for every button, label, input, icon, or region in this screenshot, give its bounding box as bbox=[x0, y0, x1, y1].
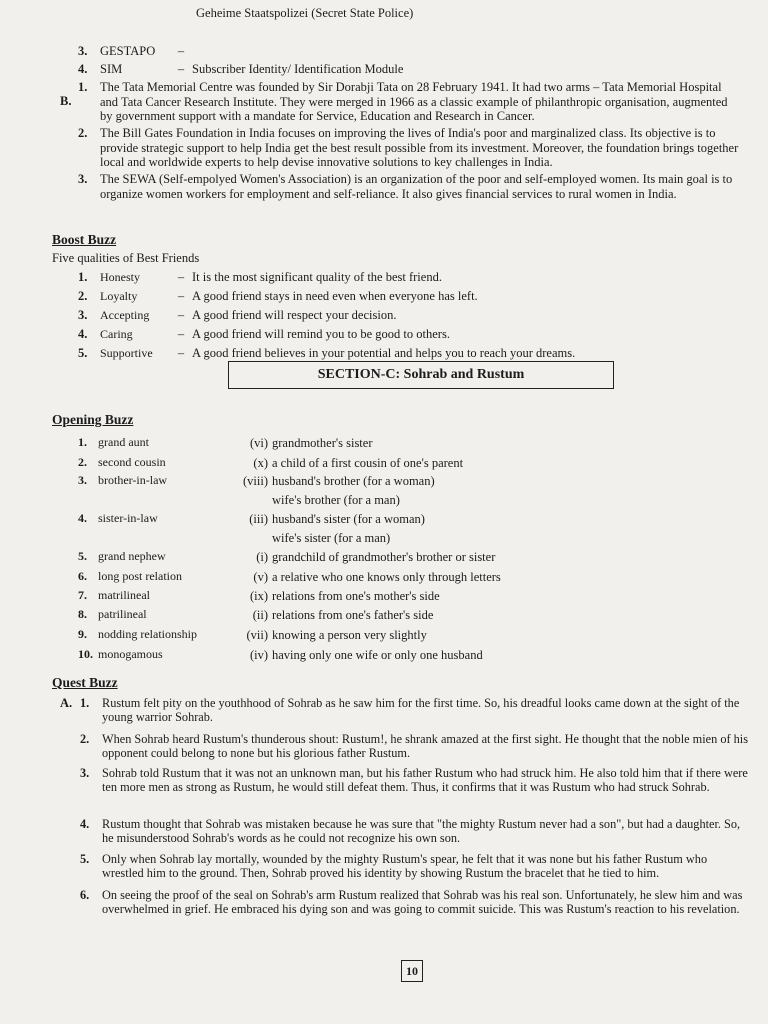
answer-text: On seeing the proof of the seal on Sohrab's arm Rustum realized that Sohrab was his real son. Unfortunately, he slew him and was overwhelmed in grief. He embraced his dying son and was going to commit suicide. This was Rustum's reaction to his revelation. bbox=[102, 888, 743, 916]
quality-row bbox=[78, 289, 478, 304]
item-num: 2. bbox=[78, 126, 88, 140]
section-b-item bbox=[78, 172, 742, 201]
definition-cell bbox=[238, 646, 483, 665]
definition-cell bbox=[238, 454, 463, 473]
definition-line bbox=[238, 568, 501, 587]
abbr-num: 4. bbox=[78, 62, 88, 76]
quest-buzz-label: A. bbox=[60, 696, 73, 710]
section-b-label: B. bbox=[60, 94, 72, 108]
definition-cell bbox=[238, 434, 373, 453]
definition-cell bbox=[238, 626, 427, 645]
quality-name: Accepting bbox=[100, 308, 150, 322]
definition-line bbox=[238, 454, 463, 473]
answer-num: 6. bbox=[80, 888, 90, 902]
quality-desc: A good friend stays in need even when everyone has left. bbox=[192, 289, 478, 303]
definition-text: having only one wife or only one husband bbox=[272, 648, 483, 662]
item-text: The Bill Gates Foundation in India focuses on improving the lives of India's poor and marginalized class. Its objective is to provide strategic support to help India get the best result possible from its investment. Moreover, the foundation brings together local and worldwide experts to help devise innovative solutions to key challenges in India. bbox=[100, 126, 739, 169]
definition-cell bbox=[238, 606, 433, 625]
quality-num: 2. bbox=[78, 289, 88, 303]
term-text: brother-in-law bbox=[98, 473, 168, 487]
boost-buzz-heading: Boost Buzz bbox=[52, 232, 117, 247]
section-b-item bbox=[78, 126, 742, 170]
term-num: 9. bbox=[78, 627, 87, 641]
quality-dash: – bbox=[177, 346, 185, 360]
quality-row bbox=[78, 327, 450, 342]
answer-text: Sohrab told Rustum that it was not an unknown man, but his father Rustum who had struck him. He also told him that if there were ten more men as strong as Rustum, he would still defeat them. Thus, it confirms that it was Rustum who had struck Sohrab. bbox=[102, 766, 748, 794]
definition-cell bbox=[238, 548, 495, 567]
definition-line bbox=[238, 548, 495, 567]
answer-item bbox=[80, 852, 748, 880]
abbr-dash: – bbox=[177, 62, 185, 76]
quality-num: 5. bbox=[78, 346, 88, 360]
quality-row bbox=[78, 270, 442, 285]
term-text: monogamous bbox=[98, 647, 163, 661]
abbr-sim bbox=[78, 62, 403, 77]
term-cell bbox=[78, 435, 149, 450]
item-text: The Tata Memorial Centre was founded by Sir Dorabji Tata on 28 February 1941. It had two arms – Tata Memorial Hospital and Tata Cancer Research Institute. They were merged in 1966 as a classic example of philanthropic organisation, augmented by government support with a mandate for Service, Education and Research in Cancer. bbox=[100, 80, 728, 123]
quality-desc: A good friend believes in your potential and helps you to reach your dreams. bbox=[192, 346, 576, 360]
definition-text: a relative who one knows only through letters bbox=[272, 570, 501, 584]
abbr-meaning: Subscriber Identity/ Identification Module bbox=[192, 62, 404, 76]
definition-text: husband's brother (for a woman) bbox=[272, 474, 435, 488]
quality-name: Loyalty bbox=[100, 289, 138, 303]
term-cell bbox=[78, 588, 150, 603]
definition-code: (ix) bbox=[249, 589, 268, 603]
definition-text: relations from one's father's side bbox=[272, 608, 434, 622]
quality-desc: A good friend will respect your decision. bbox=[192, 308, 397, 322]
answer-item bbox=[80, 732, 748, 760]
term-cell bbox=[78, 511, 158, 526]
definition-line bbox=[238, 434, 373, 453]
term-cell bbox=[78, 455, 166, 470]
definition-text: relations from one's mother's side bbox=[272, 589, 440, 603]
quality-desc: It is the most significant quality of the best friend. bbox=[192, 270, 442, 284]
term-cell bbox=[78, 549, 166, 564]
answer-text: Rustum thought that Sohrab was mistaken because he was sure that "the mighty Rustum never had a son", but had a daughter. So, he misunderstood Sohrab's words as he could not recognize his own son. bbox=[102, 817, 741, 845]
definition-code: (vi) bbox=[249, 436, 268, 450]
definition-text: husband's sister (for a woman) bbox=[272, 512, 425, 526]
term-text: long post relation bbox=[98, 569, 182, 583]
answer-num: 1. bbox=[80, 696, 90, 710]
abbr-term: GESTAPO bbox=[100, 44, 156, 58]
definition-code: (vii) bbox=[246, 628, 268, 642]
answer-text: When Sohrab heard Rustum's thunderous shout: Rustum!, he shrank amazed at the first sight. He thought that the noble mien of his opponent could belong to none but his glorious father Rustum. bbox=[102, 732, 748, 760]
answer-num: 2. bbox=[80, 732, 90, 746]
term-cell bbox=[78, 647, 163, 662]
term-num: 3. bbox=[78, 473, 87, 487]
term-text: grand nephew bbox=[98, 549, 166, 563]
quality-row bbox=[78, 308, 396, 323]
definition-line bbox=[238, 529, 425, 548]
term-text: grand aunt bbox=[98, 435, 149, 449]
quality-dash: – bbox=[177, 327, 185, 341]
term-num: 4. bbox=[78, 511, 87, 525]
answer-num: 3. bbox=[80, 766, 90, 780]
term-cell bbox=[78, 473, 167, 488]
definition-cell bbox=[238, 472, 435, 510]
definition-line bbox=[238, 472, 435, 491]
definition-code: (x) bbox=[253, 456, 268, 470]
quality-name: Honesty bbox=[100, 270, 140, 284]
quality-row bbox=[78, 346, 575, 361]
term-cell bbox=[78, 607, 147, 622]
definition-text: grandchild of grandmother's brother or sister bbox=[272, 550, 496, 564]
gestapo-meaning bbox=[196, 6, 413, 21]
page-number: 10 bbox=[401, 960, 423, 982]
term-num: 1. bbox=[78, 435, 87, 449]
quest-buzz-heading: Quest Buzz bbox=[52, 675, 118, 690]
term-text: matrilineal bbox=[98, 588, 150, 602]
term-num: 6. bbox=[78, 569, 87, 583]
definition-code: (viii) bbox=[243, 474, 268, 488]
definition-line bbox=[238, 587, 440, 606]
definition-text: wife's sister (for a man) bbox=[272, 531, 391, 545]
item-num: 3. bbox=[78, 172, 88, 186]
definition-cell bbox=[238, 568, 501, 587]
definition-cell bbox=[238, 510, 425, 548]
section-title: SECTION-C: Sohrab and Rustum bbox=[228, 361, 614, 389]
opening-buzz-heading: Opening Buzz bbox=[52, 412, 134, 427]
definition-code: (i) bbox=[256, 550, 268, 564]
abbr-dash: – bbox=[177, 44, 185, 58]
item-num: 1. bbox=[78, 80, 88, 94]
quality-desc: A good friend will remind you to be good to others. bbox=[192, 327, 450, 341]
definition-line bbox=[238, 626, 427, 645]
definition-text: knowing a person very slightly bbox=[272, 628, 427, 642]
quality-name: Caring bbox=[100, 327, 133, 341]
abbr-num: 3. bbox=[78, 44, 88, 58]
answer-num: 5. bbox=[80, 852, 90, 866]
answer-text: Rustum felt pity on the youthhood of Sohrab as he saw him for the first time. So, his dreadful looks came down at the sight of the young warrior Sohrab. bbox=[102, 696, 740, 724]
answer-text: Only when Sohrab lay mortally, wounded by the mighty Rustum's spear, he felt that it was none but his father Rustum who wrestled him to the ground. Then, Sohrab proved his identity by showing Rustum the bracelet that he tied to him. bbox=[102, 852, 708, 880]
term-cell bbox=[78, 569, 182, 584]
definition-line bbox=[238, 646, 483, 665]
answer-item bbox=[80, 766, 748, 794]
definition-line bbox=[238, 510, 425, 529]
term-text: patrilineal bbox=[98, 607, 147, 621]
definition-line bbox=[238, 491, 435, 510]
quality-dash: – bbox=[177, 308, 185, 322]
term-num: 10. bbox=[78, 647, 93, 661]
term-num: 5. bbox=[78, 549, 87, 563]
abbr-meaning: Geheime Staatspolizei (Secret State Police) bbox=[196, 6, 414, 20]
abbr-gestapo bbox=[78, 44, 192, 59]
term-text: second cousin bbox=[98, 455, 166, 469]
boost-buzz-intro: Five qualities of Best Friends bbox=[52, 251, 200, 265]
term-text: nodding relationship bbox=[98, 627, 197, 641]
definition-text: wife's brother (for a man) bbox=[272, 493, 400, 507]
definition-code: (iv) bbox=[249, 648, 268, 662]
quality-num: 1. bbox=[78, 270, 88, 284]
item-text: The SEWA (Self-empolyed Women's Association) is an organization of the poor and self-employed women. Its main goal is to organize women workers for employment and self-reliance. It also gives financial services to rural women in India. bbox=[100, 172, 733, 201]
answer-item bbox=[80, 888, 748, 916]
quality-num: 3. bbox=[78, 308, 88, 322]
section-b-item bbox=[78, 80, 742, 124]
answer-item bbox=[80, 696, 748, 724]
quality-num: 4. bbox=[78, 327, 88, 341]
term-num: 8. bbox=[78, 607, 87, 621]
answer-num: 4. bbox=[80, 817, 90, 831]
answer-item bbox=[80, 817, 748, 845]
definition-cell bbox=[238, 587, 440, 606]
definition-text: a child of a first cousin of one's parent bbox=[272, 456, 464, 470]
term-num: 2. bbox=[78, 455, 87, 469]
term-num: 7. bbox=[78, 588, 87, 602]
abbr-term: SIM bbox=[100, 62, 123, 76]
quality-dash: – bbox=[177, 289, 185, 303]
definition-code: (ii) bbox=[252, 608, 268, 622]
quality-name: Supportive bbox=[100, 346, 153, 360]
definition-line bbox=[238, 606, 433, 625]
term-cell bbox=[78, 627, 197, 642]
quality-dash: – bbox=[177, 270, 185, 284]
definition-text: grandmother's sister bbox=[272, 436, 373, 450]
term-text: sister-in-law bbox=[98, 511, 158, 525]
definition-code: (iii) bbox=[249, 512, 268, 526]
definition-code: (v) bbox=[253, 570, 268, 584]
